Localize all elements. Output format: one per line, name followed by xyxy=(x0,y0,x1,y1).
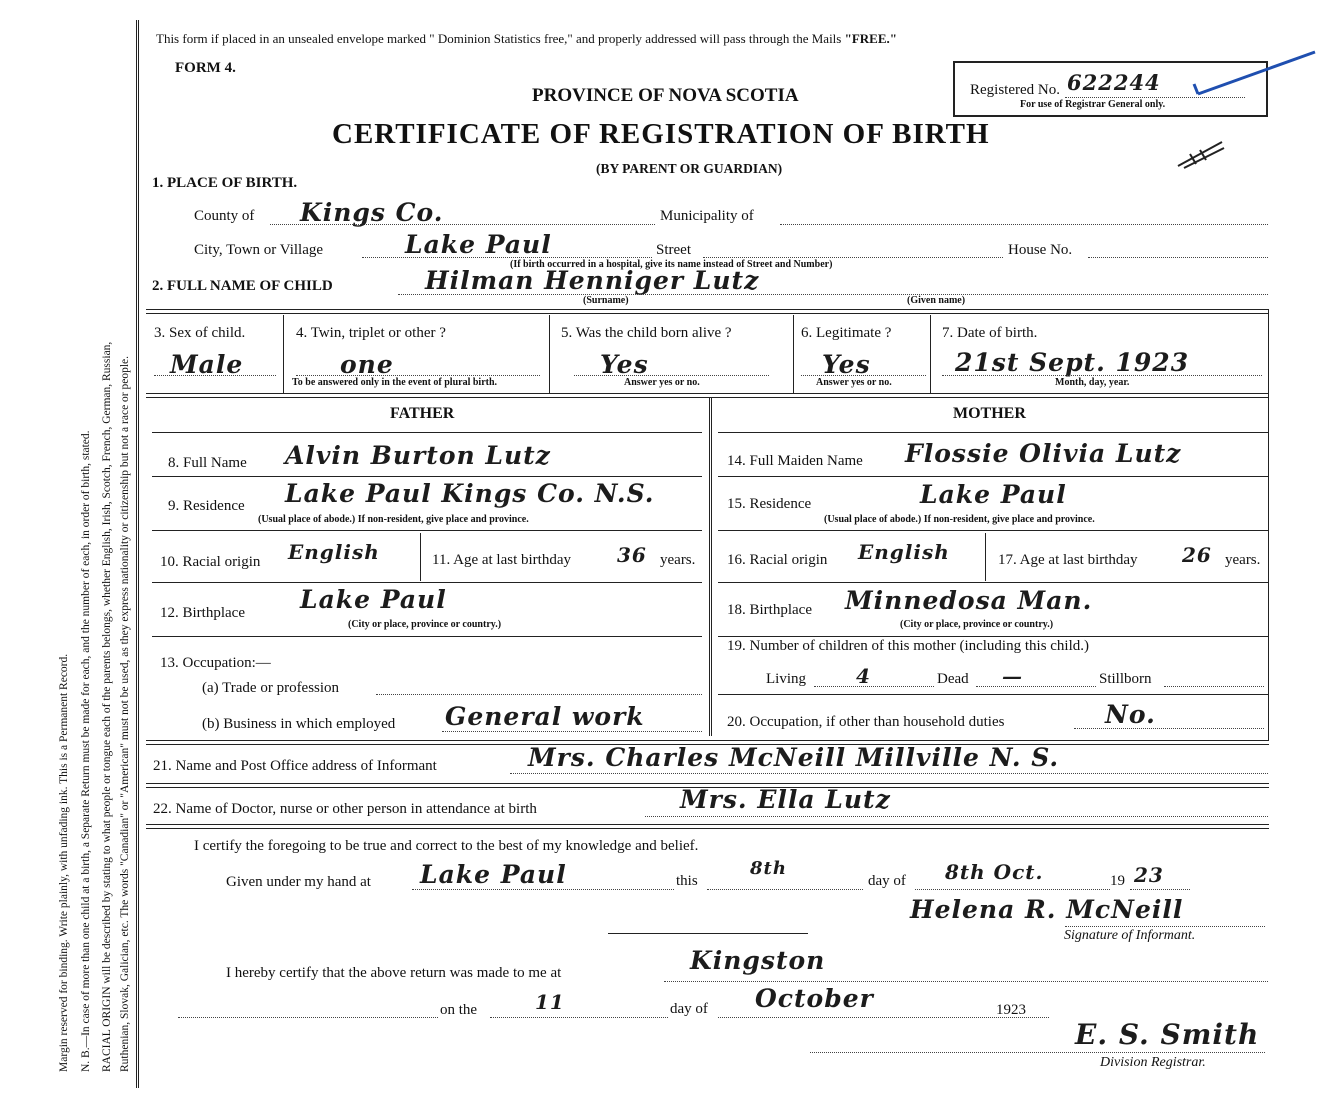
mother-residence-label: 15. Residence xyxy=(727,496,812,512)
registered-note: For use of Registrar General only. xyxy=(1020,99,1166,110)
mother-occupation-value[interactable]: No. xyxy=(1105,700,1156,729)
father-residence-value[interactable]: Lake Paul Kings Co. N.S. xyxy=(285,479,655,508)
sex-value[interactable]: Male xyxy=(170,350,244,379)
twin-value[interactable]: one xyxy=(340,350,394,379)
certify-statement: I certify the foregoing to be true and correct to the best of my knowledge and belief. xyxy=(194,838,699,854)
registrar-place-value[interactable]: Kingston xyxy=(690,946,826,975)
certificate-subtitle: (BY PARENT OR GUARDIAN) xyxy=(596,161,783,176)
mother-race-label: 16. Racial origin xyxy=(727,552,828,568)
father-age-label: 11. Age at last birthday xyxy=(432,552,571,568)
father-birthplace-value[interactable]: Lake Paul xyxy=(300,585,447,614)
city-value[interactable]: Lake Paul xyxy=(405,230,552,259)
living-value[interactable]: 4 xyxy=(856,664,871,688)
business-label: (b) Business in which employed xyxy=(202,716,396,732)
mother-heading: MOTHER xyxy=(953,405,1026,422)
mother-occupation-label: 20. Occupation, if other than household duties xyxy=(727,714,1005,730)
scribble-icon xyxy=(1176,136,1226,172)
this-value[interactable]: 8th xyxy=(750,858,787,879)
mother-age-value[interactable]: 26 xyxy=(1182,543,1212,567)
county-value[interactable]: Kings Co. xyxy=(300,198,444,227)
registrar-signature[interactable]: E. S. Smith xyxy=(1075,1018,1260,1051)
living-label: Living xyxy=(766,671,806,687)
county-label: County of xyxy=(194,208,255,224)
legitimate-label: 6. Legitimate ? xyxy=(801,325,892,341)
day-of-label: day of xyxy=(868,873,906,889)
children-count-label: 19. Number of children of this mother (including this child.) xyxy=(727,638,1090,654)
dob-note: Month, day, year. xyxy=(1055,377,1130,388)
day-of-value[interactable]: 8th Oct. xyxy=(945,860,1044,884)
mother-name-label: 14. Full Maiden Name xyxy=(727,453,863,469)
right-border xyxy=(1268,310,1269,740)
on-the-label: on the xyxy=(440,1002,478,1018)
mother-age-label: 17. Age at last birthday xyxy=(998,552,1138,568)
alive-label: 5. Was the child born alive ? xyxy=(561,325,732,341)
certificate-title: CERTIFICATE OF REGISTRATION OF BIRTH xyxy=(332,118,990,150)
province-heading: PROVINCE OF NOVA SCOTIA xyxy=(532,85,799,106)
city-label: City, Town or Village xyxy=(194,242,324,258)
this-label: this xyxy=(676,873,698,889)
house-number-label: House No. xyxy=(1008,242,1073,258)
father-birthplace-label: 12. Birthplace xyxy=(160,605,245,621)
binding-border xyxy=(136,20,139,1088)
father-race-value[interactable]: English xyxy=(288,540,380,564)
margin-note-multiple-births: N. B.—In case of more than one child at a birth, a Separate Return must be made for each, and the number of each, in order of birth, stated. xyxy=(80,430,92,1072)
father-birthplace-note: (City or place, province or country.) xyxy=(348,619,502,630)
mother-birthplace-label: 18. Birthplace xyxy=(727,602,812,618)
stillborn-label: Stillborn xyxy=(1099,671,1152,687)
mother-name-value[interactable]: Flossie Olivia Lutz xyxy=(905,439,1182,468)
registrar-statement: I hereby certify that the above return was made to me at xyxy=(226,965,562,981)
registered-label: Registered No. xyxy=(970,82,1060,98)
father-residence-note: (Usual place of abode.) If non-resident, give place and province. xyxy=(258,514,529,525)
mother-race-value[interactable]: English xyxy=(858,540,950,564)
legitimate-value[interactable]: Yes xyxy=(822,350,871,379)
year-prefix: 19 xyxy=(1110,873,1125,889)
mother-residence-note: (Usual place of abode.) If non-resident, give place and province. xyxy=(824,514,1095,525)
informant-label: 21. Name and Post Office address of Informant xyxy=(153,758,437,774)
father-race-label: 10. Racial origin xyxy=(160,554,261,570)
given-name-note: (Given name) xyxy=(907,295,966,306)
on-the-value[interactable]: 11 xyxy=(535,990,565,1014)
twin-note: To be answered only in the event of plural birth. xyxy=(292,377,498,388)
given-place-value[interactable]: Lake Paul xyxy=(420,860,567,889)
informant-value[interactable]: Mrs. Charles McNeill Millville N. S. xyxy=(528,743,1060,772)
dead-label: Dead xyxy=(937,671,969,687)
doctor-label: 22. Name of Doctor, nurse or other person in attendance at birth xyxy=(153,801,537,817)
margin-note-nationality: Ruthenian, Slovak, Galician, etc. The words "Canadian" or "American" must not be used, as they express nationality or citizenship but not a race or people. xyxy=(119,355,131,1072)
registrar-day-of-label: day of xyxy=(670,1001,708,1017)
mother-residence-value[interactable]: Lake Paul xyxy=(920,480,1067,509)
doctor-value[interactable]: Mrs. Ella Lutz xyxy=(680,785,891,814)
child-name-label: 2. FULL NAME OF CHILD xyxy=(152,278,333,294)
hospital-note: (If birth occurred in a hospital, give its name instead of Street and Number) xyxy=(510,259,833,270)
year-value[interactable]: 23 xyxy=(1134,863,1164,887)
margin-note-racial-origin: RACIAL ORIGIN will be described by stating to what people or tongue each of the parents belongs, whether English, Irish, Scotch, French, German, Russian, xyxy=(101,341,113,1072)
dob-value[interactable]: 21st Sept. 1923 xyxy=(955,348,1190,377)
father-age-suffix: years. xyxy=(660,552,696,568)
street-label: Street xyxy=(656,242,691,258)
alive-note: Answer yes or no. xyxy=(624,377,700,388)
twin-label: 4. Twin, triplet or other ? xyxy=(296,325,446,341)
father-age-value[interactable]: 36 xyxy=(617,543,647,567)
dob-label: 7. Date of birth. xyxy=(942,325,1038,341)
municipality-label: Municipality of xyxy=(660,208,754,224)
postal-note: This form if placed in an unsealed envelope marked " Dominion Statistics free," and properly addressed will pass through the Mails "FREE." xyxy=(156,31,897,46)
father-occupation-label: 13. Occupation:— xyxy=(160,655,271,671)
registrar-label: Division Registrar. xyxy=(1100,1055,1206,1070)
registrar-year[interactable]: 1923 xyxy=(996,1002,1026,1018)
father-name-label: 8. Full Name xyxy=(168,455,247,471)
margin-note-binding: Margin reserved for binding. Write plainly, with unfading ink. This is a Permanent Record. xyxy=(58,653,70,1072)
child-name-value[interactable]: Hilman Henniger Lutz xyxy=(425,266,760,295)
mother-birthplace-value[interactable]: Minnedosa Man. xyxy=(845,586,1093,615)
sex-label: 3. Sex of child. xyxy=(154,325,246,341)
business-value[interactable]: General work xyxy=(445,702,645,731)
mother-age-suffix: years. xyxy=(1225,552,1261,568)
legitimate-note: Answer yes or no. xyxy=(816,377,892,388)
father-name-value[interactable]: Alvin Burton Lutz xyxy=(285,441,551,470)
father-heading: FATHER xyxy=(390,405,455,422)
mother-birthplace-note: (City or place, province or country.) xyxy=(900,619,1054,630)
alive-value[interactable]: Yes xyxy=(600,350,649,379)
informant-signature-label: Signature of Informant. xyxy=(1064,928,1196,943)
checkmark-icon xyxy=(1190,50,1320,100)
father-residence-label: 9. Residence xyxy=(168,498,245,514)
registered-number: 622244 xyxy=(1067,70,1161,95)
trade-label: (a) Trade or profession xyxy=(202,680,340,696)
registrar-month-value[interactable]: October xyxy=(755,984,874,1013)
given-label: Given under my hand at xyxy=(226,874,371,890)
place-of-birth-heading: 1. PLACE OF BIRTH. xyxy=(152,175,298,191)
informant-signature[interactable]: Helena R. McNeill xyxy=(910,895,1184,924)
dead-value[interactable]: — xyxy=(1002,664,1023,688)
form-number: FORM 4. xyxy=(175,60,236,76)
surname-note: (Surname) xyxy=(583,295,629,306)
